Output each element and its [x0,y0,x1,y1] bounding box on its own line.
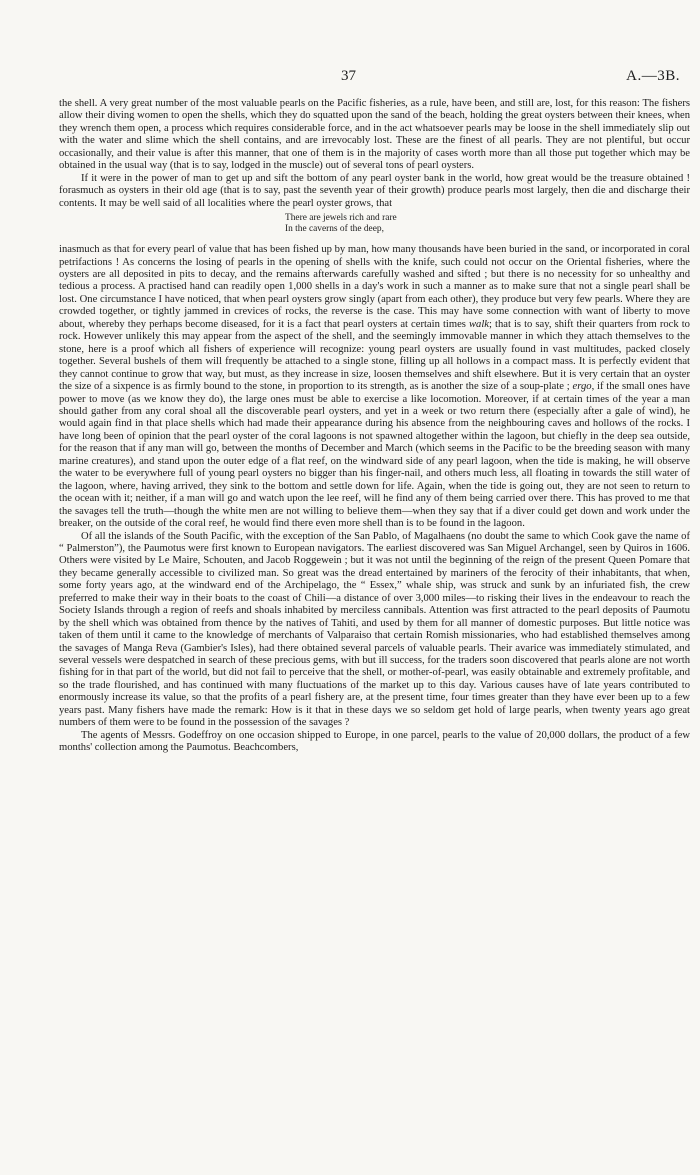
text-segment: ; that is to say, shift their quarters from rock to rock. However unlikely this may appear from the aspect of the shell, and the seemingly immovable manner in which they attach themselves to the stone, here is a proof which all fishers of experience will recognize: young pearl oysters are usually found in vast multitudes, packed closely together. Several bushels of them will frequently be attached to a single stone, filling up all hollows in a compact mass. It is perfectly evident that they cannot continue to grow that way, but must, as they increase in size, loosen themselves and shift elsewhere. But it is very certain that an oyster the size of a sixpence is as firmly bound to the stone, in proportion to its strength, as is another the size of a soup-plate ; [59,318,690,393]
paragraph-godeffroy-agents: The agents of Messrs. Godeffroy on one occasion shipped to Europe, in one parcel, pearls to the value of 20,000 dollars, the product of a few months' collection among the Paumotus. Beachcombers, [59,729,690,754]
verse-quote [285,213,690,235]
page-header [0,68,700,90]
paragraph-shell-loss: the shell. A very great number of the most valuable pearls on the Pacific fisheries, as a rule, have been, and still are, lost, for this reason: The fishers allow their diving women to open the shells, which they do squatted upon the sand of the beach, holding the great oysters between their knees, when they wrench them open, a process which requires considerable force, and in the act whatsoever pearls may be loose in the shell immediately slip out with the water and slime which the shell contains, and are irrevocably lost. These are the finest of all pearls. They are not plentiful, but occur occasionally, and their value is after this manner, that one of them is in the majority of cases worth more than all those put together which may be obtained in the usual way (that is to say, lodged in the muscle) out of several tons of pearl oysters. [59,98,690,172]
text-segment: inasmuch as that for every pearl of value that has been fished up by man, how many thousands have been buried in the sand, or incorporated in coral petrifactions ! As concerns the losing of pearls in the opening of shells with the knife, such could not occur on the Oriental fisheries, where the oysters are all deposited in pits to decay, and the remains afterwards carefully washed and sifted ; but there is no necessity for so unhealthy and tedious a process. A practised hand can readily open 1,000 shells in a day's work in such a manner as to make sure that not a single pearl shall be lost. One circumstance I have noticed, that when pearl oysters grow singly (apart from each other), they produce but very few pearls. Where they are crowded together, or tightly jammed in crevices of rocks, the reverse is the case. This may have some connection with want of liberty to move about, whereby they perhaps become diseased, for it is a fact that pearl oysters at certain times [59,244,690,330]
text-segment: , if the small ones have power to move (as we know they do), the large ones must be able to exercise a like locomotion. Moreover, if at certain times of the year a man should gather from any coral shoal all the discoverable pearl oysters, and yet in a week or two return there (especially after a gale of wind), he would again find in that place shells which had made their appearance during his absence from the neighbouring caves and hollows of the rocks. I have long been of opinion that the pearl oyster of the coral lagoons is not spawned altogether within the lagoon, but chiefly in the deep sea outside, for the reason that if any man will go, between the months of December and March (which seems in the Pacific to be the breeding season with many marine creatures), and stand upon the outer edge of a flat reef, on the windward side of any pearl lagoon, when the tide is making, he will observe the water to be everywhere full of young pearl oysters no bigger than his finger-nail, and others much less, all floating in towards the still water of the lagoon, where, having arrived, they sink to the bottom and settle down for life. Again, when the tide is going out, they are not seen to return to the ocean with it; neither, if a man will go and watch upon the lee reef, will he find any of them being carried over there. This has proved to me that the savages tell the truth—though the white men are not willing to believe them—when they say that if a diver could get down and work under the breaker, on the outside of the coral reef, he would find there even more shell than is to be found in the lagoon. [59,381,690,530]
italic-word: walk [468,318,489,330]
paragraph-paumotus-history: Of all the islands of the South Pacific, with the exception of the San Pablo, of Magalhaens (no doubt the same to which Cook gave the name of “ Palmerston”), the Paumotus were first known to European navigators. The earliest discovered was San Miguel Archangel, seen by Quiros in 1606. Others were visited by Le Maire, Schouten, and Jacob Roggewein ; but it was not until the beginning of the reign of the present Queen Pomare that they became generally accessible to civilized man. So great was the dread entertained by mariners of the ferocity of their inhabitants, that when, some forty years ago, at the windward end of the Archipelago, the “ Essex,” whale ship, was struck and sunk by an infuriated fish, the crew preferred to make their way in their boats to the coast of Chili—a distance of over 3,000 miles—to risking their lives in the endeavour to reach the Society Islands through a region of reefs and shoals inhabited by merciless cannibals. Attention was first attracted to the pearl deposits of Paumotu by the shell which was obtained from thence by the natives of Tahiti, and used by them for all manner of domestic purposes. But little notice was taken of them until it came to the knowledge of merchants of Valparaiso that certain Romish missionaries, who had established themselves among the savages of Manga Reva (Gambier's Isles), had there obtained several parcels of valuable pearls. Their avarice was immediately stimulated, and several vessels were despatched in search of these precious gems, with but ill success, for the traders soon discovered that pearls alone are not worth fishing for in that part of the world, but did not fail to perceive that the shell, or mother-of-pearl, was easily obtainable and extremely profitable, and so the trade flourished, and has continued with many fluctuations of the market up to this day. Various causes have of late years contributed to enormously increase its value, so that the profits of a pearl fishery are, at the present time, four times greater than they have ever been up to a few years past. Many fishers have made the remark: How is it that in these days we so seldom get hold of large pearls, when twenty years ago great numbers of them were to be found in the possession of the savages ? [59,530,690,729]
italic-word: ergo [572,381,592,393]
paragraph-treasure: If it were in the power of man to get up and sift the bottom of any pearl oyster bank in the world, how great would be the treasure obtained ! forasmuch as oysters in their old age (that is to say, past the seventh year of their growth) produce pearls most largely, then die and discharge their contents. It may be well said of all localities where the pearl oyster grows, that [59,172,690,209]
document-reference: A.—3B. [626,68,680,84]
verse-line: There are jewels rich and rare [285,213,397,224]
verse-line: In the caverns of the deep, [285,224,384,235]
body-text [59,98,690,755]
page-number: 37 [341,68,356,84]
paragraph-lost-pearls [59,244,690,530]
